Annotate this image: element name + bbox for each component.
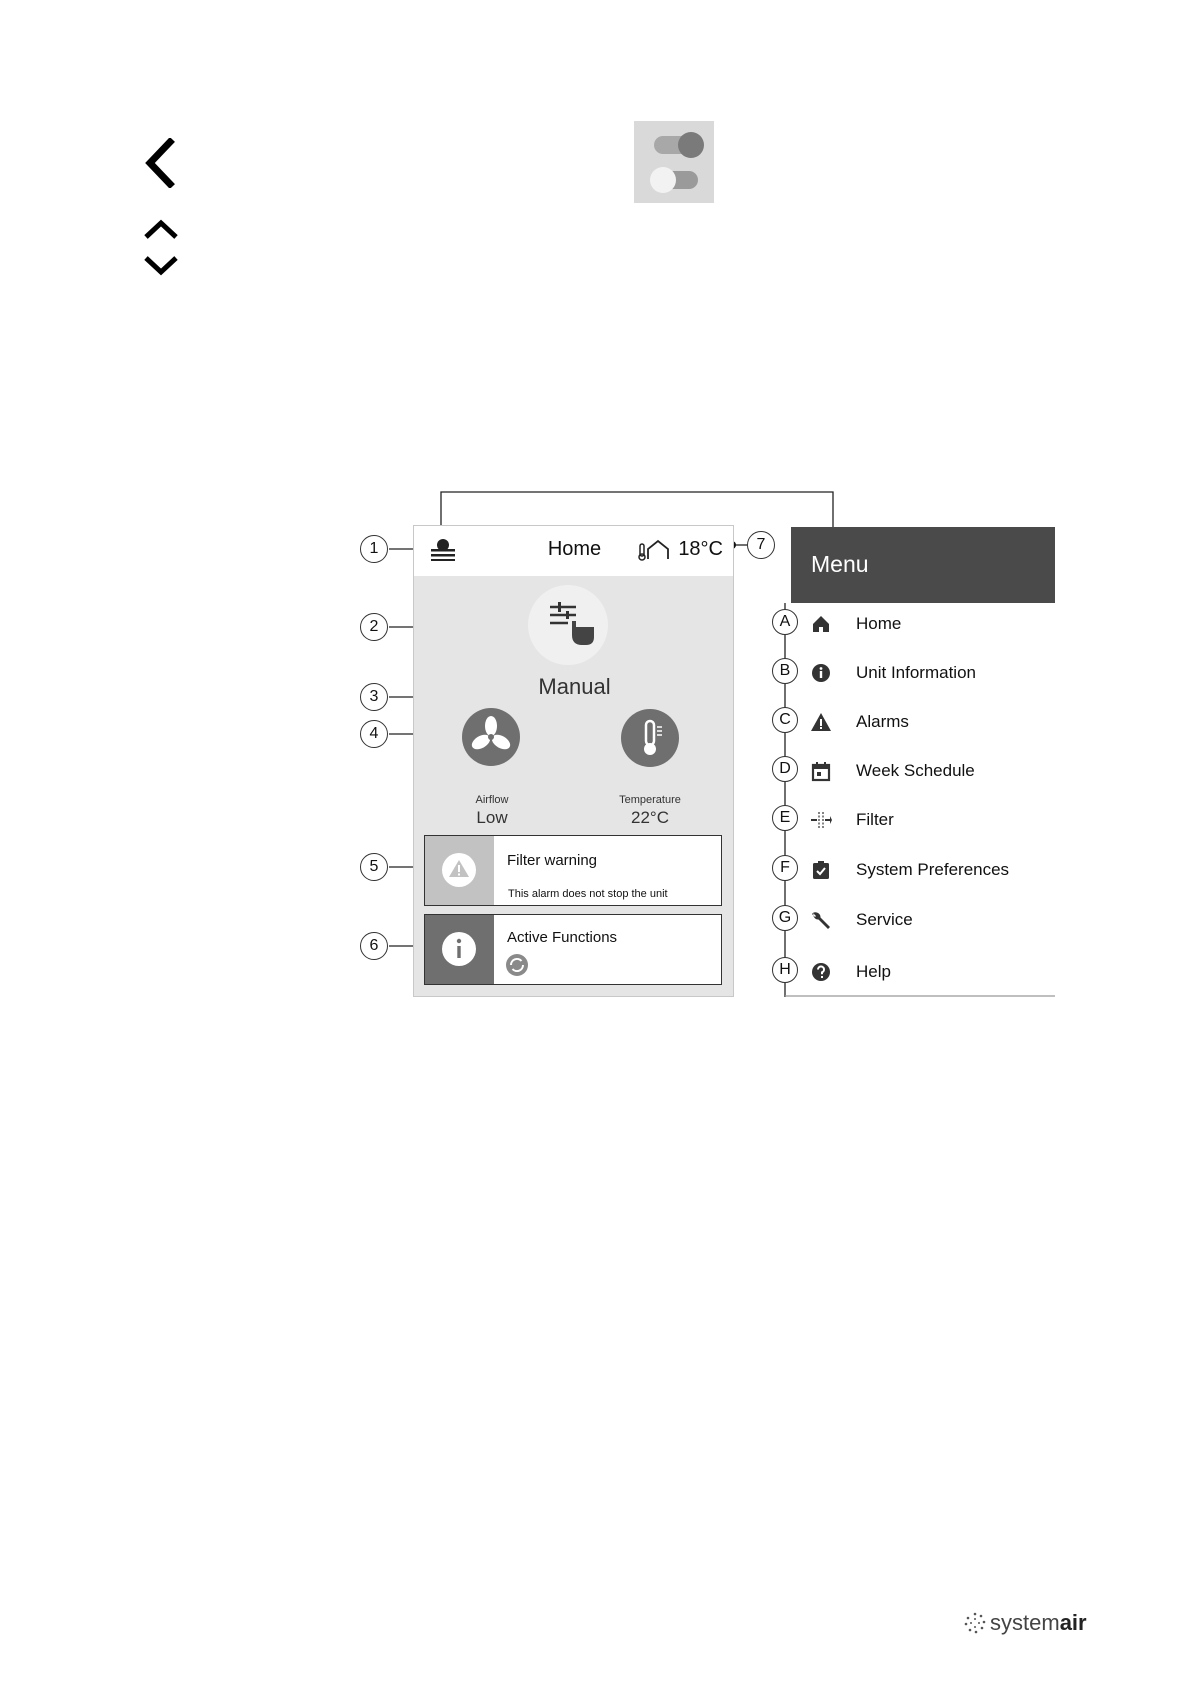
- active-function-icon: [505, 953, 529, 977]
- mode-label: Manual: [538, 674, 611, 699]
- menu-letter-a: A: [772, 609, 798, 635]
- outdoor-thermometer-icon: [638, 539, 674, 561]
- home-screen: [413, 525, 734, 997]
- menu-letter-b: B: [772, 658, 798, 684]
- active-functions-title: Active Functions: [507, 929, 618, 946]
- toggle-switches-illustration: [634, 121, 714, 203]
- chevron-up-icon[interactable]: [143, 218, 179, 240]
- alarm-title: Filter warning: [507, 852, 598, 869]
- info-icon: [425, 915, 494, 983]
- menu-item-help[interactable]: Help: [810, 958, 891, 986]
- active-functions-card[interactable]: [424, 914, 722, 985]
- menu-letter-f: F: [772, 855, 798, 881]
- toggle-off[interactable]: [654, 171, 698, 189]
- home-icon: [810, 613, 832, 635]
- outdoor-temperature-value: 18°C: [678, 538, 723, 560]
- warning-icon: [425, 836, 494, 904]
- logo-text-system: system: [990, 1610, 1060, 1635]
- callout-5: 5: [360, 853, 388, 881]
- chevron-down-icon[interactable]: [143, 255, 179, 277]
- back-chevron-icon[interactable]: [140, 138, 180, 188]
- menu-item-home[interactable]: Home: [810, 610, 901, 638]
- fan-icon: [462, 708, 520, 766]
- systemair-logo: [964, 1610, 1087, 1636]
- menu-letter-c: C: [772, 707, 798, 733]
- alarm-icon: [810, 711, 832, 733]
- calendar-icon: [810, 760, 832, 782]
- airflow-caption: Airflow: [475, 794, 509, 806]
- menu-item-unit-information[interactable]: Unit Information: [810, 659, 976, 687]
- callout-3: 3: [360, 683, 388, 711]
- filter-icon: [810, 809, 832, 831]
- toggle-on[interactable]: [654, 136, 698, 154]
- screen-title: Home: [547, 538, 602, 560]
- preferences-icon: [810, 859, 832, 881]
- menu-letter-g: G: [772, 905, 798, 931]
- callout-2: 2: [360, 613, 388, 641]
- menu-item-filter[interactable]: Filter: [810, 806, 894, 834]
- menu-item-week-schedule[interactable]: Week Schedule: [810, 757, 975, 785]
- callout-1: 1: [360, 535, 388, 563]
- callout-7: 7: [747, 531, 775, 559]
- help-icon: [810, 961, 832, 983]
- menu-title: Menu: [811, 551, 869, 577]
- menu-header: [791, 527, 1055, 603]
- temperature-caption: Temperature: [619, 794, 681, 806]
- info-icon: [810, 662, 832, 684]
- wrench-icon: [810, 909, 832, 931]
- logo-text-air: air: [1059, 1610, 1087, 1635]
- airflow-value: Low: [476, 808, 508, 827]
- menu-letter-d: D: [772, 756, 798, 782]
- menu-item-system-preferences[interactable]: System Preferences: [810, 856, 1009, 884]
- airflow-button[interactable]: [462, 708, 520, 766]
- manual-mode-icon: [528, 585, 608, 665]
- menu-letter-e: E: [772, 805, 798, 831]
- menu-item-service[interactable]: Service: [810, 906, 913, 934]
- menu-letter-h: H: [772, 957, 798, 983]
- alarm-card[interactable]: [424, 835, 722, 906]
- logo-dots-icon: [964, 1612, 986, 1634]
- menu-item-alarms[interactable]: Alarms: [810, 708, 909, 736]
- outdoor-temperature: [638, 538, 723, 561]
- thermometer-icon: [621, 709, 679, 767]
- callout-4: 4: [360, 720, 388, 748]
- temperature-button[interactable]: [621, 709, 679, 767]
- alarm-subtitle: This alarm does not stop the unit: [508, 888, 668, 900]
- callout-6: 6: [360, 932, 388, 960]
- mode-button[interactable]: [528, 585, 608, 665]
- temperature-value: 22°C: [631, 808, 669, 827]
- screen-header: [414, 526, 733, 576]
